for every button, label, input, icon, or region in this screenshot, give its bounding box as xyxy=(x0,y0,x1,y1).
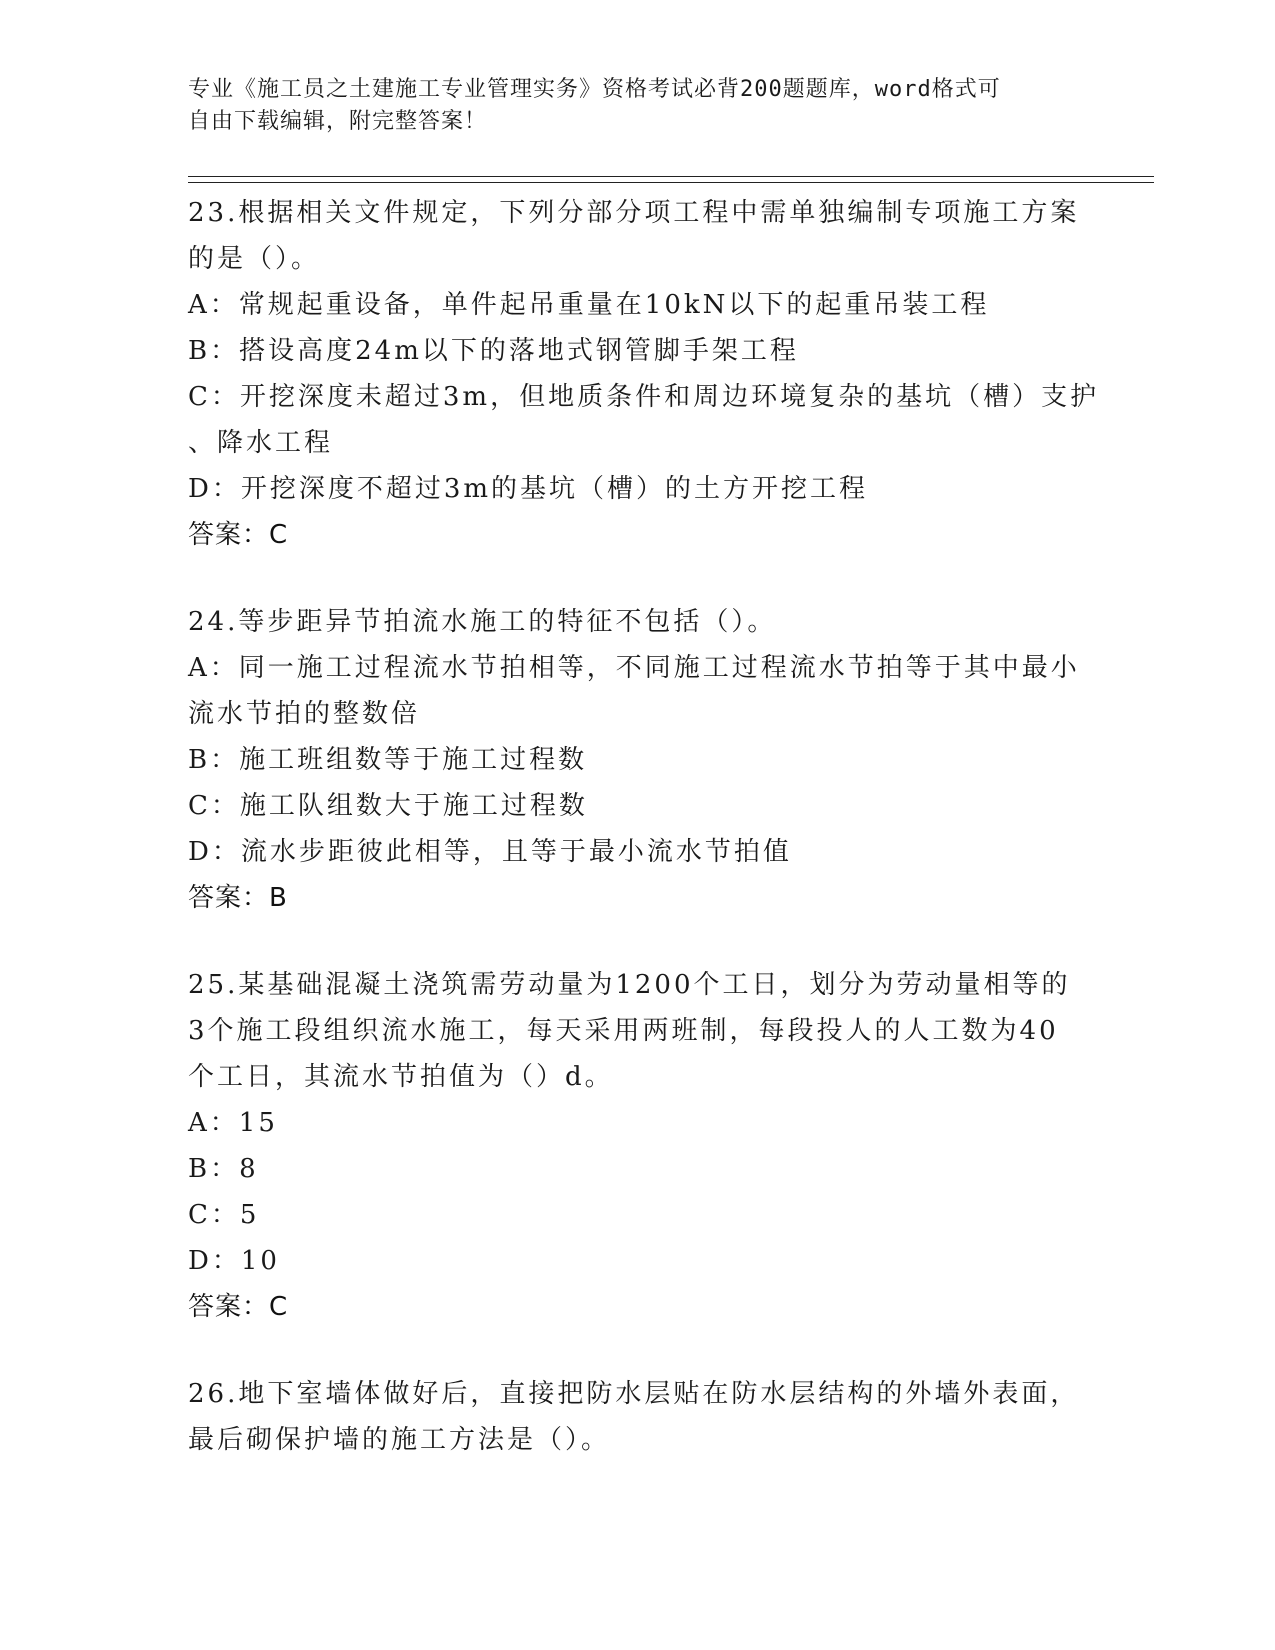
question-25 xyxy=(188,962,1088,1330)
document-header xyxy=(188,74,1088,138)
option-b: B：8 xyxy=(188,1154,259,1184)
option-a: A：同一施工过程流水节拍相等，不同施工过程流水节拍等于其中最小 xyxy=(188,653,1080,683)
option-c-continued: 、降水工程 xyxy=(188,428,334,458)
header-divider-bottom xyxy=(188,182,1154,183)
option-c: C：开挖深度未超过3m，但地质条件和周边环境复杂的基坑（槽）支护 xyxy=(188,382,1100,412)
question-stem: 个工日，其流水节拍值为（）d。 xyxy=(188,1062,614,1092)
header-line-1: 专业《施工员之土建施工专业管理实务》资格考试必背200题题库，word格式可 xyxy=(188,77,1001,102)
option-c: C：5 xyxy=(188,1200,260,1230)
question-list xyxy=(188,190,1100,1504)
answer-label: 答案：C xyxy=(188,520,289,550)
question-stem: 最后砌保护墙的施工方法是（）。 xyxy=(188,1425,611,1455)
option-d: D：流水步距彼此相等，且等于最小流水节拍值 xyxy=(188,837,792,867)
question-26 xyxy=(188,1371,1088,1463)
question-stem: 3个施工段组织流水施工，每天采用两班制，每段投人的人工数为40 xyxy=(188,1016,1059,1046)
question-stem: 25.某基础混凝土浇筑需劳动量为1200个工日，划分为劳动量相等的 xyxy=(188,970,1071,1000)
option-a: A：15 xyxy=(188,1108,278,1138)
question-stem: 24.等步距异节拍流水施工的特征不包括（）。 xyxy=(188,607,777,637)
answer-label: 答案：B xyxy=(188,883,288,913)
option-b: B：搭设高度24m以下的落地式钢管脚手架工程 xyxy=(188,336,799,366)
question-23 xyxy=(188,190,1100,558)
option-a: A：常规起重设备，单件起吊重量在10kN以下的起重吊装工程 xyxy=(188,290,990,320)
question-stem: 26.地下室墙体做好后，直接把防水层贴在防水层结构的外墙外表面， xyxy=(188,1379,1080,1409)
question-24 xyxy=(188,599,1088,921)
question-stem: 的是（）。 xyxy=(188,244,321,274)
header-line-2: 自由下载编辑，附完整答案！ xyxy=(188,109,488,134)
header-divider-top xyxy=(188,176,1154,177)
option-d: D：开挖深度不超过3m的基坑（槽）的土方开挖工程 xyxy=(188,474,869,504)
option-d: D：10 xyxy=(188,1246,280,1276)
option-a-continued: 流水节拍的整数倍 xyxy=(188,699,421,729)
option-b: B：施工班组数等于施工过程数 xyxy=(188,745,588,775)
answer-label: 答案：C xyxy=(188,1292,289,1322)
option-c: C：施工队组数大于施工过程数 xyxy=(188,791,588,821)
question-stem: 23.根据相关文件规定，下列分部分项工程中需单独编制专项施工方案 xyxy=(188,198,1080,228)
